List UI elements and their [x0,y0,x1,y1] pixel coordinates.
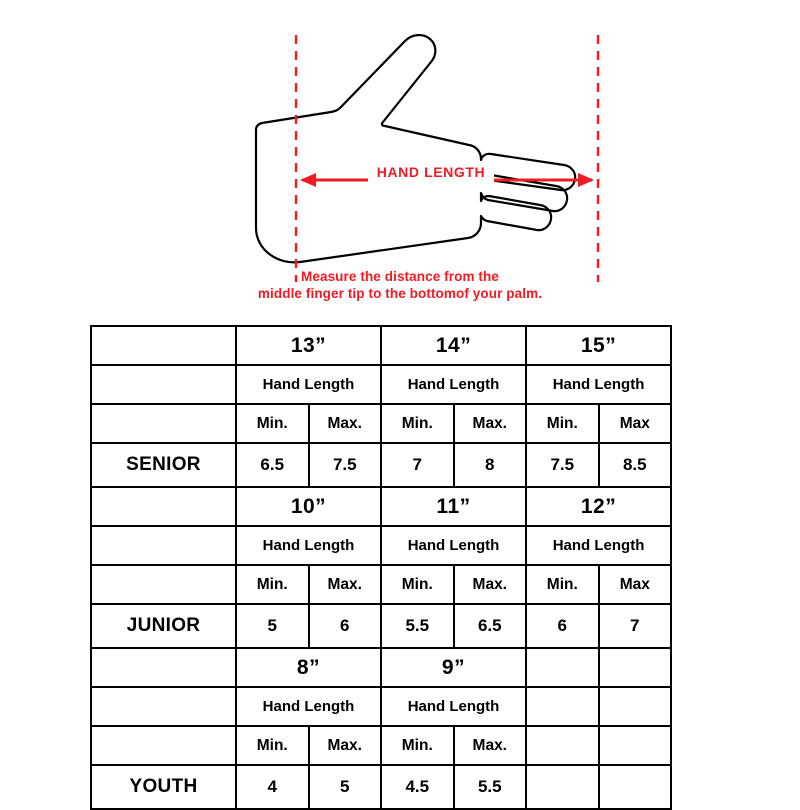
size-header-senior-13: 13” [236,326,381,365]
spacer-cell [599,687,672,726]
table-row [91,365,671,404]
size-header-senior-14: 14” [381,326,526,365]
size-header-junior-11: 11” [381,487,526,526]
value-junior-11-min: 5.5 [381,604,454,648]
value-senior-15-min: 7.5 [526,443,599,487]
hand-length-header-senior-14: Hand Length [381,365,526,404]
spacer-cell [91,565,236,604]
min-header-junior-11: Min. [381,565,454,604]
table-row [91,726,671,765]
value-junior-12-min: 6 [526,604,599,648]
table-row [91,526,671,565]
hand-length-label: HAND LENGTH [376,164,486,180]
value-youth-9-max: 5.5 [454,765,527,809]
spacer-cell [526,687,599,726]
value-senior-14-max: 8 [454,443,527,487]
min-header-senior-13: Min. [236,404,309,443]
size-chart-table-wrapper [90,325,670,810]
max-header-senior-14: Max. [454,404,527,443]
value-senior-15-max: 8.5 [599,443,672,487]
hand-length-header-junior-10: Hand Length [236,526,381,565]
value-junior-10-min: 5 [236,604,309,648]
value-junior-10-max: 6 [309,604,382,648]
hand-measurement-diagram [0,0,800,310]
hand-length-header-youth-9: Hand Length [381,687,526,726]
value-senior-13-min: 6.5 [236,443,309,487]
max-header-senior-15: Max [599,404,672,443]
spacer-cell [91,404,236,443]
spacer-cell [526,765,599,809]
spacer-cell [91,687,236,726]
measure-instructions-line2: middle finger tip to the bottomof your palm. [257,286,543,301]
size-header-youth-8: 8” [236,648,381,687]
value-junior-12-max: 7 [599,604,672,648]
hand-length-header-junior-11: Hand Length [381,526,526,565]
table-row [91,404,671,443]
spacer-cell [91,365,236,404]
spacer-cell [599,765,672,809]
spacer-cell [526,726,599,765]
size-chart-table [90,325,672,810]
spacer-cell [91,326,236,365]
table-row [91,443,671,487]
level-label-junior: JUNIOR [91,604,236,648]
spacer-cell [599,726,672,765]
hand-length-header-senior-13: Hand Length [236,365,381,404]
value-youth-8-min: 4 [236,765,309,809]
size-header-youth-9: 9” [381,648,526,687]
table-row [91,687,671,726]
level-label-youth: YOUTH [91,765,236,809]
value-junior-11-max: 6.5 [454,604,527,648]
measure-instructions [0,268,800,302]
spacer-cell [91,648,236,687]
table-row [91,765,671,809]
table-row [91,487,671,526]
max-header-junior-12: Max [599,565,672,604]
arrow-head-right [578,173,594,187]
spacer-cell [599,648,672,687]
spacer-cell [526,648,599,687]
min-header-senior-14: Min. [381,404,454,443]
table-row [91,326,671,365]
value-youth-8-max: 5 [309,765,382,809]
table-row [91,604,671,648]
hand-diagram-svg [0,0,800,310]
value-youth-9-min: 4.5 [381,765,454,809]
spacer-cell [91,526,236,565]
max-header-youth-9: Max. [454,726,527,765]
min-header-junior-12: Min. [526,565,599,604]
value-senior-13-max: 7.5 [309,443,382,487]
hand-length-header-youth-8: Hand Length [236,687,381,726]
hand-outline [256,35,575,262]
min-header-youth-9: Min. [381,726,454,765]
max-header-junior-10: Max. [309,565,382,604]
min-header-youth-8: Min. [236,726,309,765]
hand-length-header-junior-12: Hand Length [526,526,671,565]
size-header-junior-10: 10” [236,487,381,526]
size-header-senior-15: 15” [526,326,671,365]
level-label-senior: SENIOR [91,443,236,487]
spacer-cell [91,487,236,526]
value-senior-14-min: 7 [381,443,454,487]
table-row [91,565,671,604]
min-header-junior-10: Min. [236,565,309,604]
max-header-youth-8: Max. [309,726,382,765]
min-header-senior-15: Min. [526,404,599,443]
measure-instructions-line1: Measure the distance from the [301,269,499,284]
table-row [91,648,671,687]
max-header-junior-11: Max. [454,565,527,604]
hand-length-header-senior-15: Hand Length [526,365,671,404]
size-header-junior-12: 12” [526,487,671,526]
spacer-cell [91,726,236,765]
max-header-senior-13: Max. [309,404,382,443]
